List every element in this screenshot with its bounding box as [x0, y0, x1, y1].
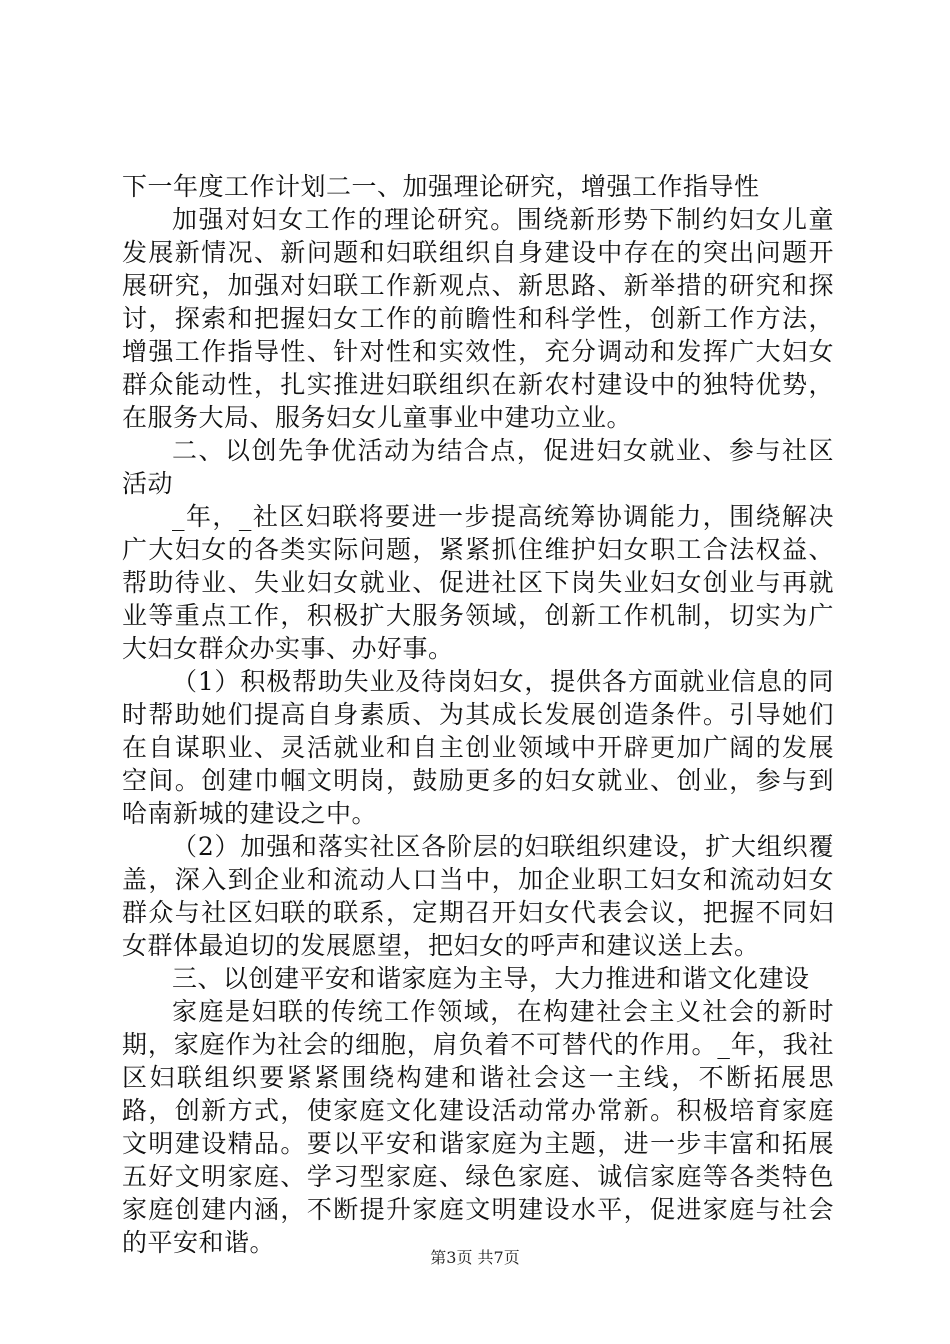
- page-footer: 第3页 共7页: [430, 1248, 520, 1267]
- paragraph-heading-3: 三、以创建平安和谐家庭为主导，大力推进和谐文化建设: [172, 964, 810, 993]
- paragraph-5: 家庭是妇联的传统工作领域，在构建社会主义社会的新时期，家庭作为社会的细胞，肩负着不可替代的作用。_年，我社区妇联组织要紧紧围绕构建和谐社会这一主线，不断拓展思路，创新方式，使家庭文化建设活动常办常新。积极培育家庭文明建设精品。要以平安和谐家庭为主题，进一步丰富和拓展五好文明家庭、学习型家庭、绿色家庭、诚信家庭等各类特色家庭创建内涵，不断提升家庭文明建设水平，促进家庭与社会的平安和谐。: [122, 997, 834, 1257]
- document-body: [122, 170, 834, 1259]
- paragraph-heading-1: 下一年度工作计划二一、加强理论研究，增强工作指导性: [122, 172, 760, 201]
- paragraph-2: _年，_社区妇联将要进一步提高统筹协调能力，围绕解决广大妇女的各类实际问题，紧紧抓住维护妇女职工合法权益、帮助待业、失业妇女就业、促进社区下岗失业妇女创业与再就业等重点工作，积极扩大服务领域，创新工作机制，切实为广大妇女群众办实事、办好事。: [122, 502, 834, 663]
- paragraph-1: 加强对妇女工作的理论研究。围绕新形势下制约妇女儿童发展新情况、新问题和妇联组织自身建设中存在的突出问题开展研究，加强对妇联工作新观点、新思路、新举措的研究和探讨，探索和把握妇女工作的前瞻性和科学性，创新工作方法，增强工作指导性、针对性和实效性，充分调动和发挥广大妇女群众能动性，扎实推进妇联组织在新农村建设中的独特优势，在服务大局、服务妇女儿童事业中建功立业。: [122, 205, 834, 432]
- paragraph-heading-2: 二、以创先争优活动为结合点，促进妇女就业、参与社区活动: [122, 436, 834, 498]
- paragraph-3: （1）积极帮助失业及待岗妇女，提供各方面就业信息的同时帮助她们提高自身素质、为其成长发展创造条件。引导她们在自谋职业、灵活就业和自主创业领域中开辟更加广阔的发展空间。创建巾帼文明岗，鼓励更多的妇女就业、创业，参与到哈南新城的建设之中。: [122, 667, 834, 828]
- paragraph-4: （2）加强和落实社区各阶层的妇联组织建设，扩大组织覆盖，深入到企业和流动人口当中，加企业职工妇女和流动妇女群众与社区妇联的联系，定期召开妇女代表会议，把握不同妇女群体最迫切的发展愿望，把妇女的呼声和建议送上去。: [122, 832, 834, 960]
